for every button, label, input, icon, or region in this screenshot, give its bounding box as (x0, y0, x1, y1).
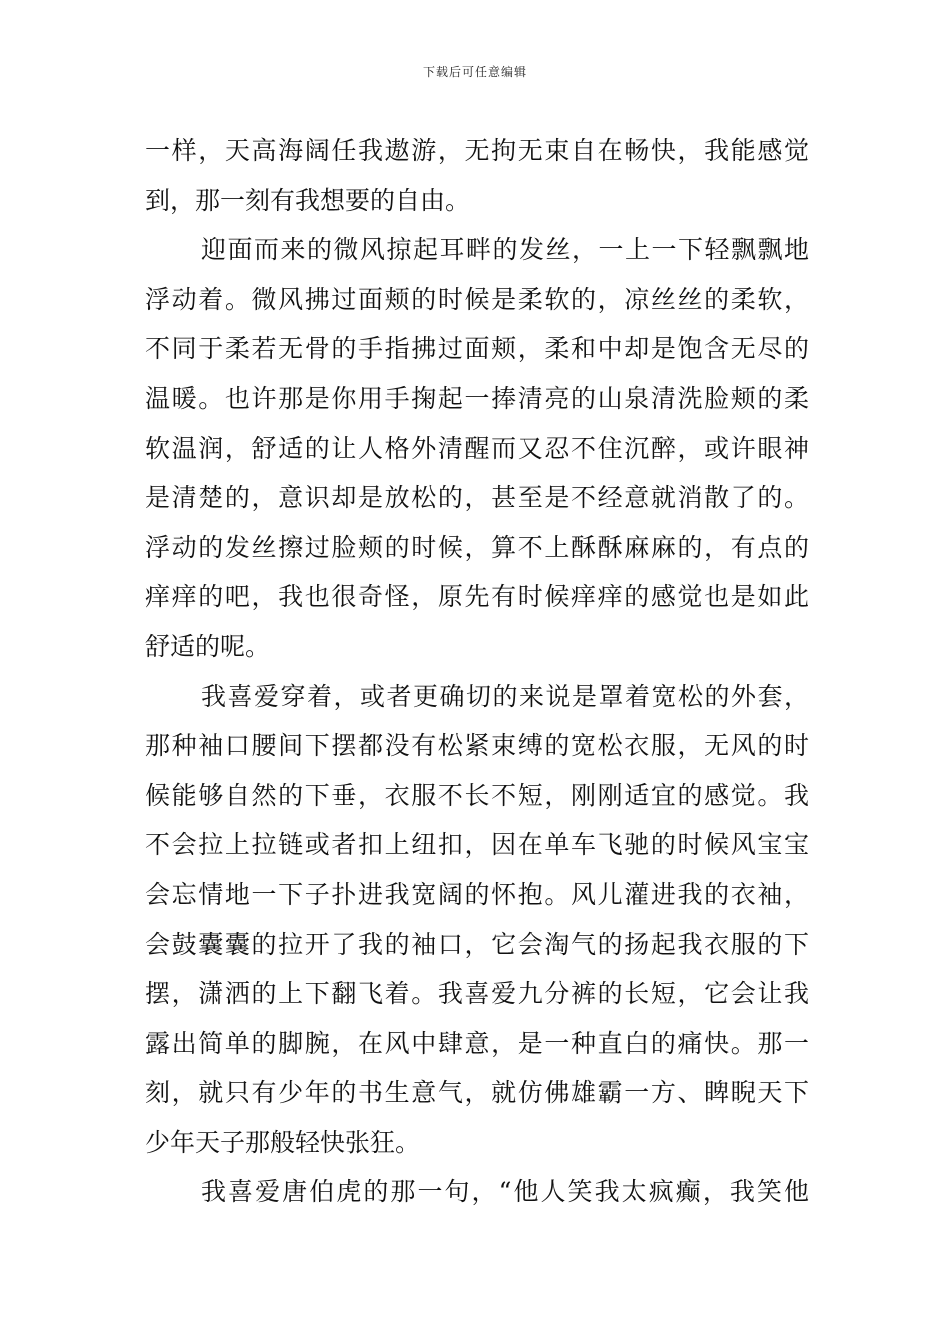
text-line: 温暖。也许那是你用手掬起一捧清亮的山泉清洗脸颊的柔 (145, 383, 809, 413)
text-line: 软温润，舒适的让人格外清醒而又忍不住沉醉，或许眼神 (145, 433, 809, 463)
text-line: 少年天子那般轻快张狂。 (145, 1127, 421, 1157)
text-line: 会忘情地一下子扑进我宽阔的怀抱。风儿灌进我的衣袖， (145, 879, 809, 909)
text-line: 迎面而来的微风掠起耳畔的发丝，一上一下轻飘飘地 (201, 235, 809, 265)
text-line: 那种袖口腰间下摆都没有松紧束缚的宽松衣服，无风的时 (145, 731, 809, 761)
text-line: 到，那一刻有我想要的自由。 (145, 185, 471, 215)
text-line: 候能够自然的下垂，衣服不长不短，刚刚适宜的感觉。我 (145, 780, 809, 810)
text-line: 痒痒的吧，我也很奇怪，原先有时候痒痒的感觉也是如此 (145, 582, 809, 612)
text-line: 浮动的发丝擦过脸颊的时候，算不上酥酥麻麻的，有点的 (145, 532, 809, 562)
text-line: 我喜爱穿着，或者更确切的来说是罩着宽松的外套， (201, 681, 809, 711)
text-line: 舒适的呢。 (145, 631, 271, 661)
text-line: 不同于柔若无骨的手指拂过面颊，柔和中却是饱含无尽的 (145, 334, 809, 364)
text-line: 一样，天高海阔任我遨游，无拘无束自在畅快，我能感觉 (145, 136, 809, 165)
text-line: 刻，就只有少年的书生意气，就仿佛雄霸一方、睥睨天下 (145, 1078, 809, 1108)
text-line: 不会拉上拉链或者扣上纽扣，因在单车飞驰的时候风宝宝 (145, 830, 809, 860)
text-line: 是清楚的，意识却是放松的，甚至是不经意就消散了的。 (145, 483, 809, 513)
body-text (145, 126, 809, 1217)
text-line: 摆，潇洒的上下翻飞着。我喜爱九分裤的长短，它会让我 (145, 979, 809, 1009)
text-line: 我喜爱唐伯虎的那一句，“他人笑我太疯癫，我笑他 (201, 1177, 809, 1207)
text-line: 浮动着。微风拂过面颊的时候是柔软的，凉丝丝的柔软， (145, 284, 809, 314)
page-header: 下载后可任意编辑 (422, 65, 527, 79)
text-line: 露出简单的脚腕，在风中肆意，是一种直白的痛快。那一 (145, 1028, 809, 1058)
text-line: 会鼓囊囊的拉开了我的袖口，它会淘气的扬起我衣服的下 (145, 929, 809, 959)
